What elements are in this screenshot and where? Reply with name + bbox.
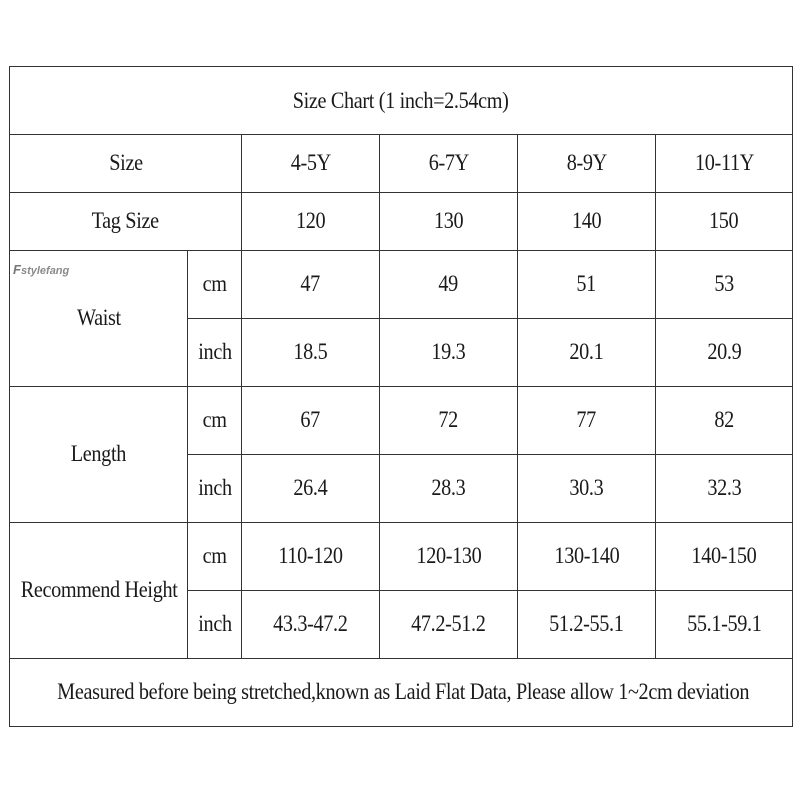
row-header-length: Length bbox=[10, 386, 188, 522]
chart-title: Size Chart (1 inch=2.54cm) bbox=[10, 67, 793, 135]
table-cell: 47 bbox=[242, 250, 380, 318]
row-header-tag-size: Tag Size bbox=[10, 192, 242, 250]
table-cell: 67 bbox=[242, 386, 380, 454]
table-cell: 28.3 bbox=[380, 454, 518, 522]
table-cell: 150 bbox=[656, 192, 793, 250]
unit-label: inch bbox=[188, 454, 242, 522]
table-cell: 51 bbox=[518, 250, 656, 318]
table-cell: 20.1 bbox=[518, 318, 656, 386]
unit-label: inch bbox=[188, 590, 242, 658]
row-header-recommend-height: Recommend Height bbox=[10, 522, 188, 658]
table-cell: 18.5 bbox=[242, 318, 380, 386]
table-cell: 72 bbox=[380, 386, 518, 454]
watermark-text: stylefang bbox=[20, 265, 70, 277]
table-cell: 43.3-47.2 bbox=[242, 590, 380, 658]
table-cell: 82 bbox=[656, 386, 793, 454]
watermark-logo bbox=[13, 262, 69, 277]
table-row-tag-size bbox=[10, 192, 793, 250]
table-cell: 51.2-55.1 bbox=[518, 590, 656, 658]
size-col-header: 6-7Y bbox=[380, 135, 518, 193]
table-cell: 49 bbox=[380, 250, 518, 318]
table-row-height-cm bbox=[10, 522, 793, 590]
row-header-size: Size bbox=[10, 135, 242, 193]
table-cell: 19.3 bbox=[380, 318, 518, 386]
unit-label: cm bbox=[188, 522, 242, 590]
size-col-header: 4-5Y bbox=[242, 135, 380, 193]
table-cell: 47.2-51.2 bbox=[380, 590, 518, 658]
row-header-waist: Waist bbox=[10, 250, 188, 386]
table-cell: 120 bbox=[242, 192, 380, 250]
table-cell: 26.4 bbox=[242, 454, 380, 522]
size-chart-table bbox=[9, 66, 793, 727]
table-cell: 120-130 bbox=[380, 522, 518, 590]
size-col-header: 10-11Y bbox=[656, 135, 793, 193]
table-row-length-cm bbox=[10, 386, 793, 454]
watermark-f-icon: F bbox=[13, 262, 21, 277]
table-cell: 140 bbox=[518, 192, 656, 250]
table-cell: 20.9 bbox=[656, 318, 793, 386]
unit-label: cm bbox=[188, 250, 242, 318]
table-row-size bbox=[10, 135, 793, 193]
table-cell: 130-140 bbox=[518, 522, 656, 590]
table-cell: 32.3 bbox=[656, 454, 793, 522]
size-col-header: 8-9Y bbox=[518, 135, 656, 193]
size-chart-sheet bbox=[9, 66, 792, 727]
table-cell: 110-120 bbox=[242, 522, 380, 590]
table-cell: 140-150 bbox=[656, 522, 793, 590]
table-cell: 130 bbox=[380, 192, 518, 250]
table-cell: 53 bbox=[656, 250, 793, 318]
table-cell: 55.1-59.1 bbox=[656, 590, 793, 658]
table-cell: 30.3 bbox=[518, 454, 656, 522]
table-row-waist-cm bbox=[10, 250, 793, 318]
table-cell: 77 bbox=[518, 386, 656, 454]
unit-label: cm bbox=[188, 386, 242, 454]
chart-footer-note: Measured before being stretched,known as Laid Flat Data, Please allow 1~2cm deviation bbox=[10, 658, 793, 726]
unit-label: inch bbox=[188, 318, 242, 386]
